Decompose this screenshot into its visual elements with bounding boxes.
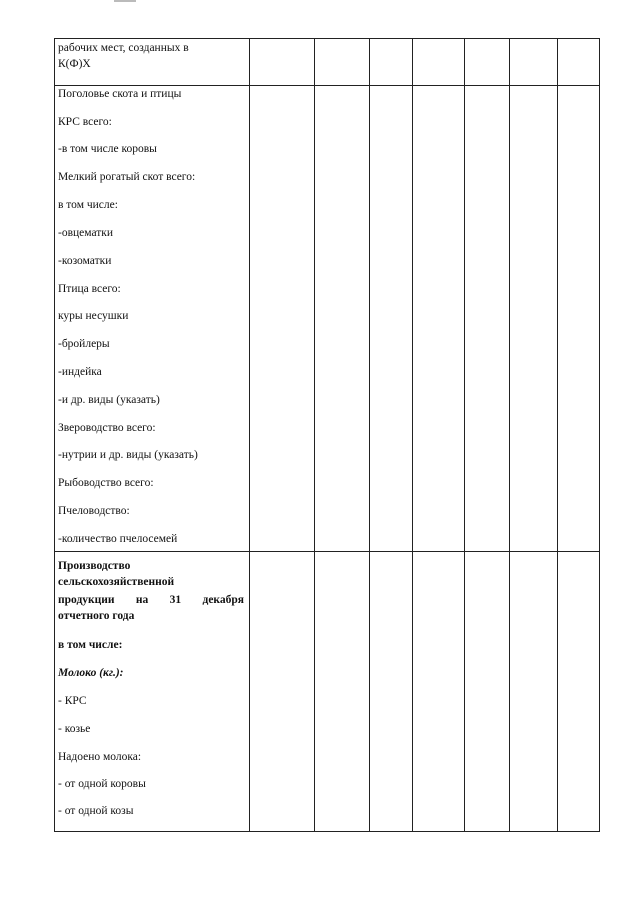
livestock-row-label: Рыбоводство всего: xyxy=(58,477,154,489)
livestock-row-label: Пчеловодство: xyxy=(58,505,130,517)
production-row-label: - от одной коровы xyxy=(58,778,146,790)
section1-line: рабочих мест, созданных в xyxy=(58,42,189,54)
production-title-line: отчетного года xyxy=(58,610,135,622)
col-border xyxy=(412,38,413,832)
production-subtitle: в том числе: xyxy=(58,639,123,651)
col-border xyxy=(314,38,315,832)
col-border xyxy=(369,38,370,832)
table-border-bottom xyxy=(54,831,600,832)
scan-mark xyxy=(114,0,136,2)
livestock-row-label: -и др. виды (указать) xyxy=(58,394,160,406)
col-border xyxy=(249,38,250,832)
livestock-row-label: -в том числе коровы xyxy=(58,143,157,155)
col-border xyxy=(509,38,510,832)
livestock-row-label: -овцематки xyxy=(58,227,114,239)
col-border xyxy=(54,38,55,832)
livestock-row-label: -козоматки xyxy=(58,255,112,267)
production-row-label: - от одной козы xyxy=(58,805,134,817)
milk-label: Молоко (кг.): xyxy=(58,667,124,679)
livestock-row-label: -количество пчелосемей xyxy=(58,533,178,545)
row-divider xyxy=(54,551,600,552)
livestock-row-label: КРС всего: xyxy=(58,116,112,128)
production-title-line: Производство xyxy=(58,560,131,572)
col-border xyxy=(464,38,465,832)
production-row-label: - козье xyxy=(58,723,91,735)
production-title-line: продукции на 31 декабря xyxy=(58,594,244,606)
livestock-row-label: Птица всего: xyxy=(58,283,121,295)
table-border-top xyxy=(54,38,600,39)
livestock-row-label: в том числе: xyxy=(58,199,118,211)
livestock-row-label: Поголовье скота и птицы xyxy=(58,88,182,100)
livestock-row-label: куры несушки xyxy=(58,310,129,322)
col-border xyxy=(599,38,600,832)
production-row-label: Надоено молока: xyxy=(58,751,142,763)
livestock-row-label: Звероводство всего: xyxy=(58,422,156,434)
data-table xyxy=(54,38,600,832)
livestock-row-label: Мелкий рогатый скот всего: xyxy=(58,171,196,183)
production-title-line: сельскохозяйственной xyxy=(58,576,175,588)
section1-line: К(Ф)Х xyxy=(58,58,91,70)
production-row-label: - КРС xyxy=(58,695,87,707)
row-divider xyxy=(54,85,600,86)
col-border xyxy=(557,38,558,832)
livestock-row-label: -индейка xyxy=(58,366,102,378)
livestock-row-label: -нутрии и др. виды (указать) xyxy=(58,449,198,461)
livestock-row-label: -бройлеры xyxy=(58,338,110,350)
